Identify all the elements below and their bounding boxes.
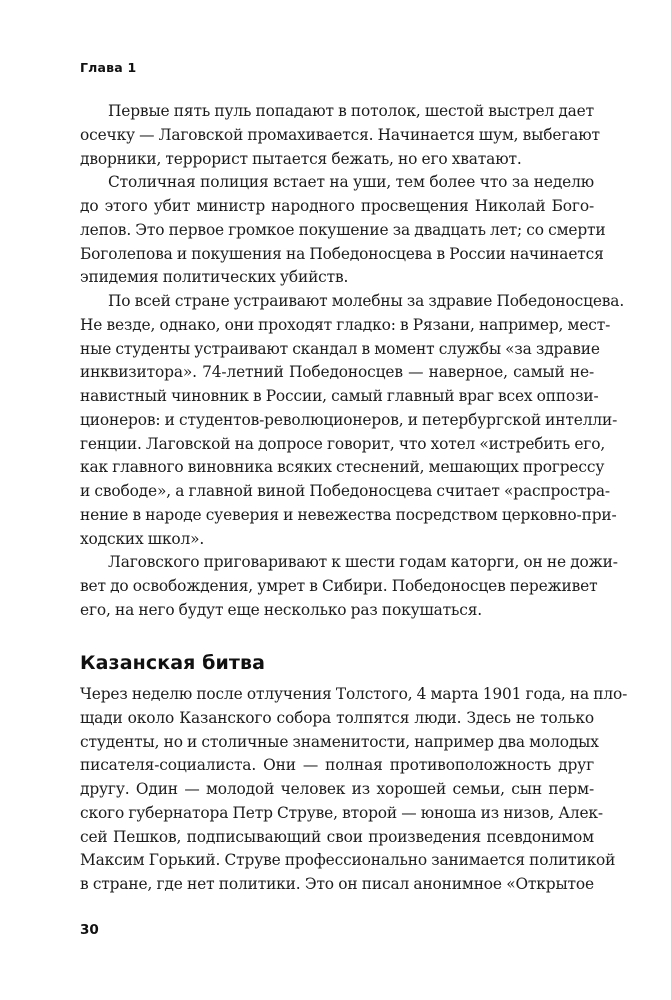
section-heading: Казанская битва <box>80 652 266 674</box>
paragraph <box>80 683 628 897</box>
text-line: Первые пять пуль попадают в потолок, шестой выстрел дает <box>108 102 594 120</box>
section-body-text <box>80 683 628 897</box>
text-line: ского губернатора Петр Струве, второй — юноша из низов, Алек- <box>80 803 603 822</box>
text-line: дворники, террорист пытается бежать, но его хватают. <box>80 149 522 168</box>
text-line: Через неделю после отлучения Толстого, 4 марта 1901 года, на пло- <box>80 685 628 703</box>
text-line: Боголепова и покушения на Победоносцева в России начинается <box>80 244 604 263</box>
page-number: 30 <box>80 922 99 938</box>
text-line: генции. Лаговской на допросе говорит, что хотел «истребить его, <box>80 434 606 453</box>
text-line: Лаговского приговаривают к шести годам каторги, он не дожи- <box>108 553 618 572</box>
text-line: инквизитора». 74-летний Победоносцев — наверное, самый не- <box>80 363 594 382</box>
paragraph <box>80 100 600 171</box>
text-line: ходских школ». <box>80 529 205 548</box>
text-line: навистный чиновник в России, самый главный враг всех оппози- <box>80 387 599 405</box>
text-line: ные студенты устраивают скандал в момент службы «за здравие <box>80 339 600 358</box>
paragraph <box>80 551 618 622</box>
running-head: Глава 1 <box>80 60 137 75</box>
text-line: Максим Горький. Струве профессионально занимается политикой <box>80 851 616 870</box>
text-line: сей Пешков, подписывающий свои произведения псевдонимом <box>80 827 594 846</box>
text-line: По всей стране устраивают молебны за здравие Победоносцева. <box>108 292 625 310</box>
text-line: писателя-социалиста. Они — полная противоположность друг <box>80 756 594 775</box>
text-line: его, на него будут еще несколько раз покушаться. <box>80 600 483 619</box>
paragraph <box>80 290 625 551</box>
text-line: до этого убит министр народного просвещения Николай Бого- <box>80 197 594 215</box>
text-line: студенты, но и столичные знаменитости, например два молодых <box>80 732 599 751</box>
text-line: лепов. Это первое громкое покушение за двадцать лет; со смерти <box>80 220 606 239</box>
body-text <box>80 100 625 623</box>
text-line: другу. Один — молодой человек из хорошей семьи, сын перм- <box>80 780 594 798</box>
text-line: вет до освобождения, умрет в Сибири. Победоносцев переживет <box>80 577 598 595</box>
text-line: и свободе», а главной виной Победоносцева считает «распростра- <box>80 482 610 500</box>
text-line: в стране, где нет политики. Это он писал анонимное «Открытое <box>80 875 594 893</box>
text-line: ционеров: и студентов-революционеров, и петербургской интелли- <box>80 410 618 429</box>
text-line: Столичная полиция встает на уши, тем более что за неделю <box>108 173 594 192</box>
text-line: щади около Казанского собора толпятся люди. Здесь не только <box>80 708 594 727</box>
text-line: осечку — Лаговской промахивается. Начинается шум, выбегают <box>80 125 600 144</box>
text-line: Не везде, однако, они проходят гладко: в Рязани, например, мест- <box>80 315 611 334</box>
paragraph <box>80 171 606 290</box>
text-line: нение в народе суеверия и невежества посредством церковно-при- <box>80 505 617 524</box>
text-line: как главного виновника всяких стеснений, мешающих прогрессу <box>80 458 605 477</box>
text-line: эпидемия политических убийств. <box>80 268 349 287</box>
